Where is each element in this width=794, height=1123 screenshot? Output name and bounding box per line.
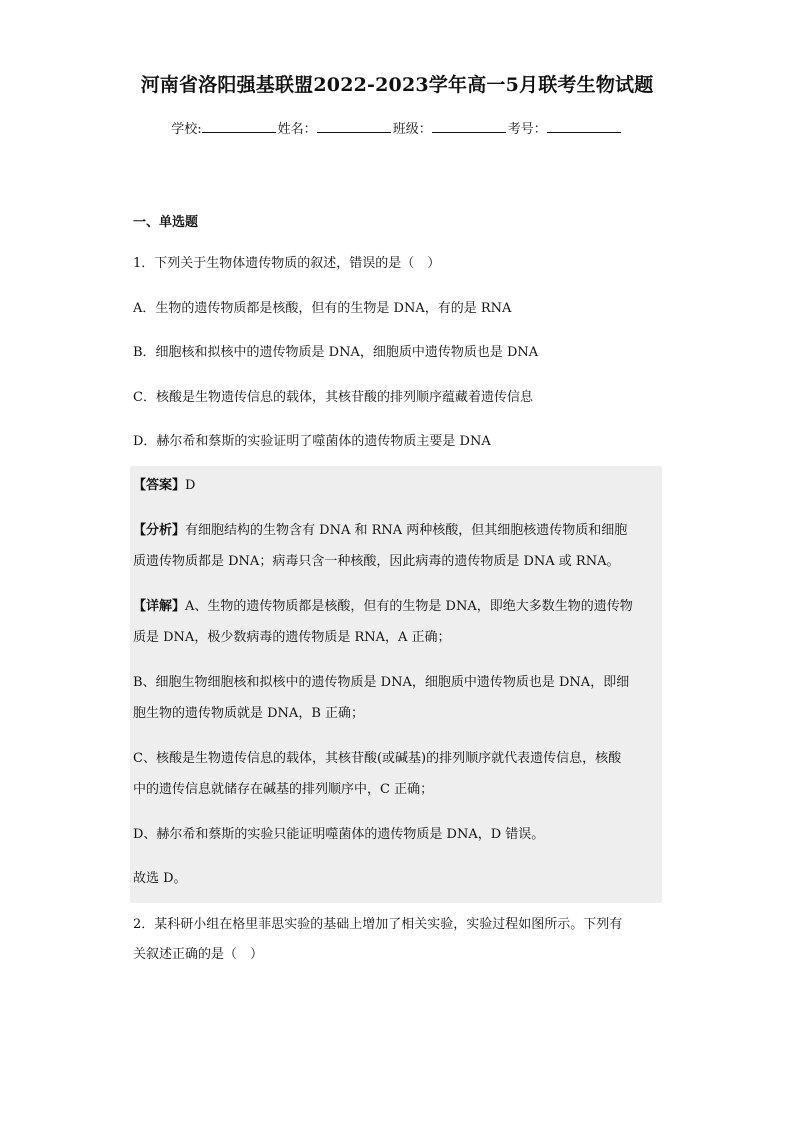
student-info-line (0, 118, 794, 137)
school-label: 学校: (171, 122, 202, 137)
question-2-stem-line-2: 关叙述正确的是（ ） (133, 947, 264, 962)
question-1-option-d: D．赫尔希和蔡斯的实验证明了噬菌体的遗传物质主要是 DNA (133, 434, 491, 449)
analysis-line-1 (133, 519, 627, 538)
analysis-tag: 【分析】 (133, 523, 186, 538)
class-label: 班级： (392, 122, 432, 137)
answer-line (133, 474, 195, 493)
analysis-line-2: 质遗传物质都是 DNA；病毒只含一种核酸，因此病毒的遗传物质是 DNA 或 RNA。 (133, 554, 620, 569)
detail-line-d: D、赫尔希和蔡斯的实验只能证明噬菌体的遗传物质是 DNA，D 错误。 (133, 827, 545, 842)
exam-no-blank (547, 120, 621, 133)
detail-line-a1 (133, 595, 633, 614)
school-blank (202, 120, 276, 133)
answer-value: D (185, 478, 196, 493)
detail-tag: 【详解】 (133, 599, 186, 614)
detail-line-a2: 质是 DNA，极少数病毒的遗传物质是 RNA，A 正确； (133, 630, 451, 645)
name-label: 姓名： (277, 122, 317, 137)
conclusion-line: 故选 D。 (133, 871, 187, 886)
question-2-stem-line-1: 2．某科研小组在格里菲思实验的基础上增加了相关实验，实验过程如图所示。下列有 (133, 917, 623, 932)
detail-line-b2: 胞生物的遗传物质就是 DNA，B 正确； (133, 706, 365, 721)
name-blank (317, 120, 391, 133)
answer-tag: 【答案】 (133, 478, 186, 493)
detail-text-a1: A、生物的遗传物质都是核酸，但有的生物是 DNA，即绝大多数生物的遗传物 (185, 599, 633, 614)
question-1-option-c: C．核酸是生物遗传信息的载体，其核苷酸的排列顺序蕴藏着遗传信息 (133, 390, 533, 405)
answer-explanation-box (130, 466, 662, 903)
page-title: 河南省洛阳强基联盟2022-2023学年高一5月联考生物试题 (140, 74, 654, 96)
question-1-stem: 1．下列关于生物体遗传物质的叙述，错误的是（ ） (133, 256, 441, 271)
class-blank (432, 120, 506, 133)
question-1-option-b: B．细胞核和拟核中的遗传物质是 DNA，细胞质中遗传物质也是 DNA (133, 345, 539, 360)
detail-line-c2: 中的遗传信息就储存在碱基的排列顺序中，C 正确； (133, 782, 434, 797)
exam-no-label: 考号： (507, 122, 547, 137)
detail-line-b1: B、细胞生物细胞核和拟核中的遗传物质是 DNA，细胞质中遗传物质也是 DNA，即细 (133, 675, 630, 690)
question-1-option-a: A．生物的遗传物质都是核酸，但有的生物是 DNA，有的是 RNA (133, 301, 512, 316)
section-heading: 一、单选题 (133, 215, 199, 230)
analysis-text-1: 有细胞结构的生物含有 DNA 和 RNA 两种核酸，但其细胞核遗传物质和细胞 (185, 523, 628, 538)
detail-line-c1: C、核酸是生物遗传信息的载体，其核苷酸(或碱基)的排列顺序就代表遗传信息，核酸 (133, 751, 622, 766)
